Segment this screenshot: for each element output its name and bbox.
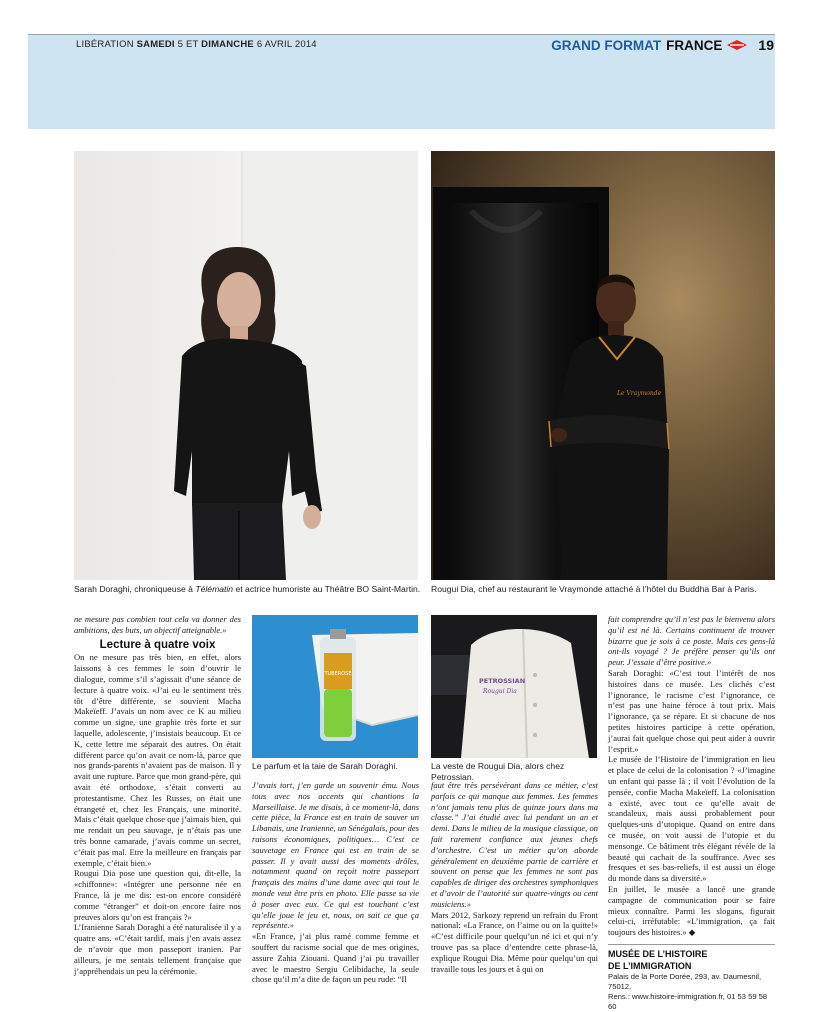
article-column-4 xyxy=(608,614,775,1012)
date-rest: 6 AVRIL 2014 xyxy=(256,39,317,50)
diamond-icon xyxy=(727,40,747,50)
caption-left-a: Sarah Doraghi, chroniqueuse à xyxy=(74,584,196,594)
subheading: Lecture à quatre voix xyxy=(99,638,216,651)
section-label: GRAND FORMAT xyxy=(551,37,662,53)
header-rule xyxy=(28,34,775,35)
caption-sarah-doraghi xyxy=(74,584,434,595)
museum-divider xyxy=(608,944,775,945)
caption-rougui-dia: Rougui Dia, chef au restaurant le Vraymonde attaché à l’hôtel du Buddha Bar à Paris. xyxy=(431,584,757,594)
museum-title-line-1: MUSÉE DE L’HISTOIRE xyxy=(608,948,708,959)
section-heading xyxy=(551,37,774,53)
col4-paragraph-1: fait comprendre qu’il n’est pas le bienvenu alors qu’il est né là. Certains continuent de trouver bizarre que je sois à ce poste. Mais ces gens-là ont-ils voyagé ? Je préfère penser qu’ils ont peur. J’essaie d’être positive.» xyxy=(608,614,775,668)
date-mid: 5 ET xyxy=(177,39,199,50)
paper-name: LIBÉRATION xyxy=(76,39,134,50)
jacket-brand: PETROSSIAN xyxy=(479,677,526,685)
page-number: 19 xyxy=(758,37,774,53)
date-day2: DIMANCHE xyxy=(201,39,254,50)
end-mark-icon: ◆ xyxy=(688,927,696,938)
col1-paragraph-2: Rougui Dia pose une question qui, dit-elle, la «chiffonne»: «Intégrer une personne née en France, là je me dis: est-on encore considéré comme “étranger” et doit-on encore faire nos preuves alors qu’on est français ?» xyxy=(74,868,241,922)
photo-rougui-dia xyxy=(431,151,775,580)
caption-chef-jacket: La veste de Rougui Dia, alors chez Petrossian. xyxy=(431,761,565,782)
bottle-label: TUBEROSE xyxy=(324,671,352,677)
jacket-name: Rougui Dia xyxy=(483,688,517,695)
museum-info: Rens.: www.histoire-immigration.fr, 01 53 59 58 60 xyxy=(608,991,768,1011)
photo-chef-jacket xyxy=(431,615,597,758)
col4-paragraph-4-text: En juillet, le musée a lancé une grande campagne de communication pour se faire mieux connaître. Parmi les slogans, figurait celui-ci, irréfutable: «L’immigration, ça fait toujours des histoires.» xyxy=(608,883,775,938)
col4-paragraph-4 xyxy=(608,884,775,938)
photo-sarah-doraghi xyxy=(74,151,418,580)
article-column-3 xyxy=(431,780,598,974)
col3-paragraph-2: Mars 2012, Sarkozy reprend un refrain du Front national: «La France, on l’aime ou on la quitte!» «C’est difficile pour quelqu’un né ici et qui n’y trouve pas sa place d’entendre cette phrase-là, explique Rougui Dia. Même pour quelqu’un qui travaille tous les jours et à qui on xyxy=(431,909,598,974)
col1-paragraph-3: L’Iranienne Sarah Doraghi a été naturalisée il y a quatre ans. «C’était tardif, mais j’en avais assez de n’avoir que mon passeport iranien. Par ailleurs, je me sentais tellement française que j’appréhendais un peu la cérémonie. xyxy=(74,922,241,976)
caption-perfume: Le parfum et la taie de Sarah Doraghi. xyxy=(252,761,398,771)
dateline xyxy=(76,39,317,50)
museum-address: Palais de la Porte Dorée, 293, av. Daumesnil, 75012. xyxy=(608,971,762,991)
article-column-1 xyxy=(74,614,241,976)
col4-paragraph-3: Le musée de l’Histoire de l’immigration en lieu et place de celui de la colonisation ? «J’imagine un enfant qui passe là ; il voit l’évolution de la pensée, confie Macha Makeïeff. La colonisation a existé, avec tout ce qu’elle avait de scandaleux, mais aussi probablement pour quelques-uns d’utopique. Quand on entre dans ce musée, on voit aussi de l’utopie et du mensonge. Ce bâtiment très élégant révèle de la beauté qui cachait de la souffrance. Avec ses fresques et ses bas-reliefs, il est aussi un éloge du monde dans sa diversité.» xyxy=(608,754,775,884)
col2-paragraph-2: «En France, j’ai plus ramé comme femme et souffert du racisme social que de mes origines, assure Zahia Ziouani. Quand j’ai pu travailler avec le maestro Sergiu Celibidache, la seule chose qu’il m’a dite de façon un peu rude: “Il xyxy=(252,931,419,985)
museum-title-line-2: DE L’IMMIGRATION xyxy=(608,961,692,972)
jacket-embroidery: Le Vraymonde xyxy=(617,390,662,397)
article-column-2 xyxy=(252,780,419,985)
photo-perfume xyxy=(252,615,418,758)
col4-paragraph-2: Sarah Doraghi: «C’est tout l’intérêt de nos histoires dans ce musée. Les clichés c’est l’ignorance, le racisme c’est l’ignorance, ce n’est pas une haine féroce à tout prix. Mais l’ignorance, ça se répare. Et si chacune de nos petites histoires participe à cette opération, j’aurai fait quelque chose qui peut aider à ouvrir l’esprit.» xyxy=(608,667,775,754)
section-name: FRANCE xyxy=(666,37,723,53)
caption-left-show: Télématin xyxy=(195,584,234,594)
col3-paragraph-1: faut être très persévérant dans ce métier, c’est parfois ce qui manque aux femmes. Les femmes n’ont jamais tenu plus de quinze jours dans ma classe.” J’ai étudié avec lui pendant un an et demi. Dans le milieu de la musique classique, on fait rarement confiance aux jeunes chefs d’orchestre. C’est un métier qu’on aborde généralement en deuxième partie de carrière et souvent on pense que les femmes ne sont pas capables de diriger des orchestres symphoniques et d’avoir de l’autorité sur quatre-vingts ou cent musiciens.» xyxy=(431,780,598,909)
caption-left-b: et actrice humoriste au Théâtre BO Saint-Martin. xyxy=(233,584,421,594)
col1-intro: ne mesure pas combien tout cela va donner des ambitions, des buts, un objectif atteignable.» xyxy=(74,614,241,635)
date-day1: SAMEDI xyxy=(136,39,175,50)
col1-paragraph-1: On ne mesure pas très bien, en effet, alors laissons à ces femmes le soin d’ouvrir le dialogue, comme s’il s’agissait d’une séance de lecture à quatre voix. «J’ai eu le sentiment très tôt d’être différente, se souvient Macha Makeïeff. J’avais un nom avec ce K au milieu comme un signe, une graphie très forte et sur laquelle, adolescente, j’insistais beaucoup. Et ce K, cette lettre me séparait des autres. On était différent parce qu’on avait ce nom-là, parce que nos grands-parents n’avaient pas de maison. Il y avait une rupture. Parce que mon grand-père, qui avait été orthodoxe, s’était converti au protestantisme. Chez les Russes, on était une étrangeté et, chez les Français, une minorité. Mais c’était quelque chose que j’aimais bien, qui me rendait un peu sauvage, je n’étais pas une très bonne camarade, j’avais comme un secret, c’était pas mal. Etre la meilleure en français par exemple, c’était bien.» xyxy=(74,652,241,868)
col2-paragraph-1: J’avais tort, j’en garde un souvenir ému. Nous tous avec nos accents qui chantions la Marseillaise. Je me disais, à ce moment-là, dans cette pièce, la France est en train de sauver un Libanais, une Iranienne, un Sénégalais, pour des raisons économiques, politiques… C’est ce sauvetage en France qui est en train de se passer. Il y avait aussi des moments drôles, notamment quand on reçoit notre passeport français des mains d’une dame avec qui tout le monde veut être pris en photo. Elle passe sa vie à poser avec eux. Ce qui est touchant c’est qu’elle joue le jeu et, nous, on sait ce que ça représente.» xyxy=(252,780,419,931)
